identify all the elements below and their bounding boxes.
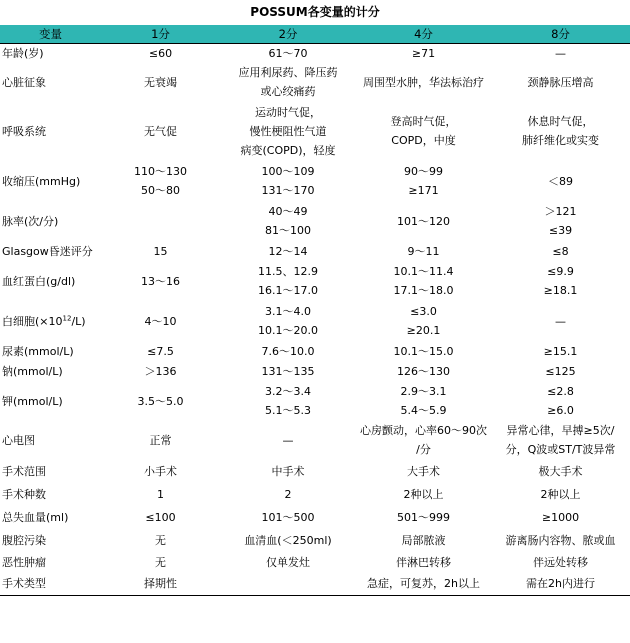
score-cell-8 — [491, 161, 630, 201]
cell-line — [101, 212, 220, 231]
cell-line: 3.1～4.0 — [265, 305, 311, 318]
cell-line: 5.1～5.3 — [265, 404, 311, 417]
cell-line: 极大手术 — [538, 464, 583, 478]
cell-line: 分，Q波或ST/T波异常 — [505, 443, 616, 456]
cell-line: 131～135 — [261, 364, 315, 378]
cell-line: 颈静脉压增高 — [527, 75, 594, 89]
score-cell-8 — [491, 421, 630, 459]
score-cell-4 — [356, 241, 491, 261]
cell-line: 或心绞痛药 — [260, 85, 316, 98]
variable-name: 收缩压(mmHg) — [2, 174, 81, 188]
score-cell-1 — [101, 301, 220, 341]
score-cell-4 — [356, 361, 491, 381]
score-cell-4 — [356, 573, 491, 595]
cell-line: 12～14 — [268, 244, 308, 258]
score-cell-2 — [220, 506, 356, 529]
score-cell-4 — [356, 161, 491, 201]
cell-line: 81～100 — [265, 224, 311, 237]
cell-line: 50～80 — [141, 184, 180, 197]
cell-line: ≥15.1 — [543, 344, 578, 358]
cell-line: 仅单发灶 — [266, 555, 310, 569]
cell-line: 血清血(＜250ml) — [244, 533, 332, 547]
score-cell-2 — [220, 529, 356, 551]
cell-line: 择期性 — [144, 577, 177, 591]
cell-line: 11.5、12.9 — [258, 265, 318, 278]
score-cell-1 — [101, 361, 220, 381]
variable-name: 总失血量(ml) — [2, 511, 69, 524]
variable-name: 心电图 — [2, 433, 35, 447]
score-cell-8 — [491, 201, 630, 241]
cell-line: 伴淋巴转移 — [396, 555, 451, 569]
cell-line: ≤100 — [145, 511, 176, 524]
cell-line: ≤39 — [548, 224, 573, 237]
score-cell-2 — [220, 459, 356, 483]
table-row — [0, 301, 630, 341]
cell-line: 局部脓液 — [401, 533, 446, 547]
score-cell-2 — [220, 381, 356, 421]
table-title: POSSUM各变量的计分 — [250, 5, 380, 19]
variable-name: 脉率(次/分) — [2, 214, 59, 228]
cell-line: 10.1～15.0 — [393, 344, 454, 358]
cell-line: 2.9～3.1 — [400, 385, 447, 398]
cell-line: 5.4～5.9 — [400, 404, 447, 417]
cell-line: 100～109 — [261, 165, 315, 178]
cell-line: 休息时气促， — [527, 115, 594, 128]
score-cell-1 — [101, 241, 220, 261]
score-cell-4 — [356, 43, 491, 63]
score-cell-2 — [220, 341, 356, 361]
header-score-8: 8分 — [491, 25, 630, 43]
score-cell-1 — [101, 201, 220, 241]
score-cell-1 — [101, 341, 220, 361]
cell-line: 中手术 — [271, 464, 305, 478]
table-row — [0, 161, 630, 201]
variable-name: 恶性肿瘤 — [2, 555, 46, 569]
score-cell-8 — [491, 573, 630, 595]
score-cell-4 — [356, 261, 491, 301]
table-row — [0, 201, 630, 241]
score-cell-1 — [101, 573, 220, 595]
cell-line: 无气促 — [144, 124, 177, 138]
table-row — [0, 506, 630, 529]
score-cell-1 — [101, 261, 220, 301]
score-cell-2 — [220, 43, 356, 63]
score-cell-1 — [101, 483, 220, 506]
score-cell-2 — [220, 301, 356, 341]
score-cell-1 — [101, 161, 220, 201]
cell-line: ≥6.0 — [547, 404, 574, 417]
cell-line: 61～70 — [268, 46, 308, 60]
possum-score-table — [0, 25, 630, 596]
score-cell-4 — [356, 421, 491, 459]
cell-line: 3.5～5.0 — [137, 394, 184, 408]
table-row — [0, 341, 630, 361]
score-cell-1 — [101, 63, 220, 101]
table-row — [0, 361, 630, 381]
score-cell-4 — [356, 529, 491, 551]
table-row — [0, 459, 630, 483]
cell-line: ≤8 — [552, 244, 569, 258]
score-cell-2 — [220, 483, 356, 506]
header-score-1: 1分 — [101, 25, 220, 43]
cell-line: 正常 — [149, 433, 172, 447]
cell-line: 10.1～20.0 — [258, 324, 318, 337]
variable-name: 年龄(岁) — [2, 46, 44, 60]
variable-name: 尿素(mmol/L) — [2, 344, 74, 358]
table-row — [0, 529, 630, 551]
cell-line: 16.1～17.0 — [258, 284, 318, 297]
score-cell-4 — [356, 483, 491, 506]
score-cell-1 — [101, 101, 220, 161]
score-cell-8 — [491, 341, 630, 361]
table-row — [0, 63, 630, 101]
score-cell-4 — [356, 341, 491, 361]
score-cell-8 — [491, 43, 630, 63]
score-cell-2 — [220, 63, 356, 101]
score-cell-4 — [356, 63, 491, 101]
cell-line: 伴远处转移 — [533, 555, 588, 569]
cell-line: 110～130 — [134, 165, 187, 178]
cell-line: 3.2～3.4 — [265, 385, 311, 398]
cell-line: 无衰竭 — [144, 75, 177, 89]
cell-line: ＞121 — [544, 205, 577, 218]
cell-line: 1 — [157, 488, 164, 501]
variable-name: 呼吸系统 — [2, 124, 46, 138]
score-cell-4 — [356, 381, 491, 421]
cell-line: 需在2h内进行 — [526, 577, 595, 591]
score-cell-4 — [356, 301, 491, 341]
score-cell-1 — [101, 506, 220, 529]
cell-line: ≤9.9 — [547, 265, 574, 278]
cell-line: ≤125 — [545, 364, 576, 378]
cell-line: ≤60 — [148, 46, 173, 60]
cell-line: 病变(COPD)，轻度 — [240, 143, 336, 157]
cell-line: COPD，中度 — [391, 134, 456, 147]
variable-name: 手术种数 — [2, 488, 46, 501]
variable-name: 心脏征象 — [2, 75, 46, 89]
score-cell-8 — [491, 261, 630, 301]
score-cell-4 — [356, 459, 491, 483]
cell-line: 17.1～18.0 — [393, 284, 454, 297]
score-cell-8 — [491, 301, 630, 341]
cell-line: 2种以上 — [403, 488, 444, 501]
cell-line: ≥20.1 — [406, 324, 441, 337]
score-cell-8 — [491, 361, 630, 381]
table-row — [0, 241, 630, 261]
variable-name: 手术类型 — [0, 573, 101, 595]
cell-line: 登高时气促， — [390, 115, 457, 128]
score-cell-2 — [220, 361, 356, 381]
score-cell-8 — [491, 63, 630, 101]
table-row — [0, 421, 630, 459]
cell-line: ＜89 — [548, 174, 573, 188]
cell-line: 游离肠内容物、脓或血 — [505, 533, 616, 547]
cell-line: 异常心律，早搏≥5次/ — [506, 424, 615, 437]
cell-line: 40～49 — [268, 205, 308, 218]
score-cell-2 — [220, 573, 356, 595]
cell-line: 101～120 — [397, 214, 450, 228]
score-cell-4 — [356, 101, 491, 161]
cell-line: 无 — [155, 533, 166, 547]
variable-name: 白细胞$(\times 10^{12}/L)$ — [2, 313, 86, 328]
header-score-2: 2分 — [220, 25, 356, 43]
score-cell-1 — [101, 421, 220, 459]
score-cell-2 — [220, 261, 356, 301]
cell-line: 慢性梗阻性气道 — [249, 124, 327, 138]
score-cell-2 — [220, 241, 356, 261]
cell-line: 131～170 — [261, 184, 315, 197]
cell-line: ≤7.5 — [147, 344, 174, 358]
score-cell-4 — [356, 551, 491, 573]
cell-line — [220, 574, 356, 593]
cell-line: 10.1～11.4 — [393, 265, 454, 278]
cell-line: 无 — [155, 555, 166, 569]
score-cell-4 — [356, 201, 491, 241]
variable-name: 血红蛋白(g/dl) — [2, 274, 76, 288]
cell-line: 7.6～10.0 — [261, 344, 315, 358]
score-cell-1 — [101, 551, 220, 573]
table-row — [0, 573, 630, 595]
score-cell-2 — [220, 421, 356, 459]
variable-name: 钾(mmol/L) — [2, 394, 63, 408]
cell-line: — — [282, 433, 294, 447]
cell-line: 心房颤动，心率60～90次 — [360, 424, 487, 437]
score-cell-2 — [220, 201, 356, 241]
cell-line: ≥171 — [408, 184, 439, 197]
cell-line: 小手术 — [144, 464, 177, 478]
cell-line: — — [555, 46, 566, 60]
cell-line: 101～500 — [261, 511, 315, 524]
cell-line: 13～16 — [141, 274, 180, 288]
cell-line: ＞136 — [144, 364, 177, 378]
score-cell-8 — [491, 459, 630, 483]
cell-line: 90～99 — [404, 165, 443, 178]
table-row — [0, 101, 630, 161]
cell-line: 周围型水肿，华法标治疗 — [363, 75, 484, 89]
score-cell-1 — [101, 459, 220, 483]
header-variable: 变量 — [0, 25, 101, 43]
cell-line: ≥71 — [411, 46, 436, 60]
table-row — [0, 381, 630, 421]
variable-name: Glasgow昏迷评分 — [2, 244, 93, 258]
cell-line: 126～130 — [397, 364, 450, 378]
cell-line: 2 — [284, 488, 292, 501]
score-cell-8 — [491, 551, 630, 573]
score-cell-8 — [491, 529, 630, 551]
table-row — [0, 483, 630, 506]
variable-name: 腹腔污染 — [2, 533, 46, 547]
cell-line: ≤3.0 — [410, 305, 437, 318]
score-cell-2 — [220, 551, 356, 573]
header-score-4: 4分 — [356, 25, 491, 43]
cell-line: ≤2.8 — [547, 385, 574, 398]
cell-line: ≥18.1 — [543, 284, 578, 297]
score-cell-1 — [101, 43, 220, 63]
score-cell-8 — [491, 381, 630, 421]
score-cell-8 — [491, 241, 630, 261]
cell-line: — — [555, 314, 566, 328]
variable-name: 钠(mmol/L) — [2, 364, 63, 378]
cell-line: 4～10 — [144, 314, 177, 328]
score-cell-8 — [491, 506, 630, 529]
variable-name: 手术范围 — [2, 464, 46, 478]
cell-line: 急症，可复苏，2h以上 — [367, 577, 480, 591]
table-row — [0, 43, 630, 63]
score-cell-8 — [491, 101, 630, 161]
table-row — [0, 551, 630, 573]
cell-line: 应用利尿药、降压药 — [238, 66, 338, 79]
cell-line: 运动时气促， — [255, 105, 321, 119]
cell-line: /分 — [416, 443, 431, 456]
cell-line: 大手术 — [407, 464, 440, 478]
cell-line: 501～999 — [397, 511, 450, 524]
score-cell-2 — [220, 161, 356, 201]
cell-line: 15 — [153, 244, 168, 258]
score-cell-8 — [491, 483, 630, 506]
table-row — [0, 261, 630, 301]
table-header-row — [0, 25, 630, 43]
cell-line: 2种以上 — [540, 488, 581, 501]
cell-line: 9～11 — [407, 244, 440, 258]
score-cell-1 — [101, 381, 220, 421]
cell-line: ≥1000 — [541, 511, 580, 524]
cell-line: 肺纤维化或实变 — [522, 134, 599, 147]
score-cell-4 — [356, 506, 491, 529]
score-cell-1 — [101, 529, 220, 551]
score-cell-2 — [220, 101, 356, 161]
